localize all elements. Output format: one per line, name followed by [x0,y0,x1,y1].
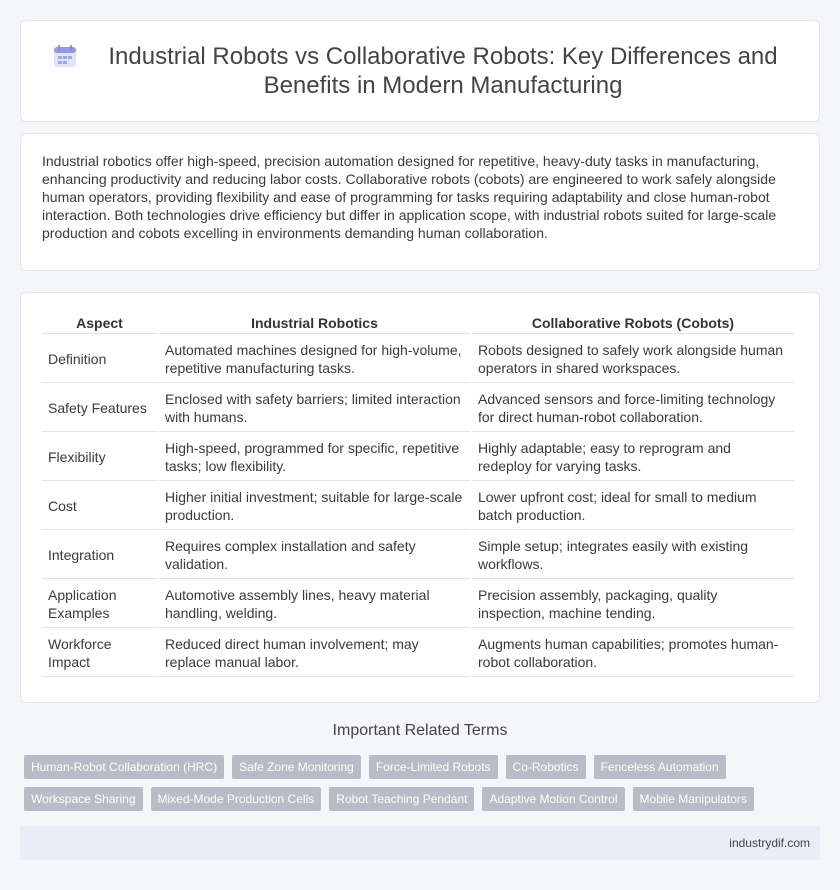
aspect-cell: Definition [42,336,157,383]
industrial-cell: Automotive assembly lines, heavy material handling, welding. [159,581,470,628]
header-card [20,20,820,122]
intro-card [20,133,820,271]
comparison-table-card [20,292,820,703]
industrial-cell: Reduced direct human involvement; may replace manual labor. [159,630,470,677]
cobot-cell: Highly adaptable; easy to reprogram and redeploy for varying tasks. [472,434,794,481]
table-row [42,385,794,432]
table-row [42,630,794,677]
aspect-cell: Integration [42,532,157,579]
cobot-cell: Simple setup; integrates easily with existing workflows. [472,532,794,579]
aspect-cell: Safety Features [42,385,157,432]
document-icon [51,43,79,71]
table-row [42,581,794,628]
table-row [42,434,794,481]
related-term-tag[interactable]: Human-Robot Collaboration (HRC) [24,755,224,779]
aspect-cell: Workforce Impact [42,630,157,677]
cobot-cell: Precision assembly, packaging, quality inspection, machine tending. [472,581,794,628]
header-industrial: Industrial Robotics [159,312,470,334]
related-term-tag[interactable]: Co-Robotics [506,755,586,779]
cobot-cell: Robots designed to safely work alongside human operators in shared workspaces. [472,336,794,383]
industrial-cell: High-speed, programmed for specific, repetitive tasks; low flexibility. [159,434,470,481]
industrial-cell: Enclosed with safety barriers; limited interaction with humans. [159,385,470,432]
aspect-cell: Flexibility [42,434,157,481]
page-title: Industrial Robots vs Collaborative Robots: Key Differences and Benefits in Modern Manufacturing [108,43,778,99]
industrial-cell: Automated machines designed for high-volume, repetitive manufacturing tasks. [159,336,470,383]
related-term-tag[interactable]: Fenceless Automation [594,755,726,779]
related-term-tag[interactable]: Safe Zone Monitoring [232,755,361,779]
related-terms-heading: Important Related Terms [332,722,508,739]
table-row [42,483,794,530]
table-row [42,532,794,579]
header-aspect: Aspect [42,312,157,334]
aspect-cell: Cost [42,483,157,530]
cobot-cell: Advanced sensors and force-limiting technology for direct human-robot collaboration. [472,385,794,432]
related-term-tag[interactable]: Robot Teaching Pendant [329,787,474,811]
footer-site-link[interactable]: industrydif.com [729,836,810,850]
related-term-tag[interactable]: Adaptive Motion Control [482,787,624,811]
intro-paragraph: Industrial robotics offer high-speed, precision automation designed for repetitive, heavy-duty tasks in manufacturing, enhancing productivity and reducing labor costs. Collaborative robots (cobots) are engineered to work safely alongside human operators, providing flexibility and ease of programming for tasks requiring adaptability and close human-robot interaction. Both technologies drive efficiency but differ in application scope, with industrial robots suited for large-scale production and cobots excelling in environments demanding human collaboration. [42,153,777,241]
comparison-table [40,310,796,679]
footer [20,826,820,860]
industrial-cell: Higher initial investment; suitable for large-scale production. [159,483,470,530]
table-row [42,336,794,383]
table-header-row [42,312,794,334]
cobot-cell: Lower upfront cost; ideal for small to medium batch production. [472,483,794,530]
related-term-tag[interactable]: Workspace Sharing [24,787,143,811]
cobot-cell: Augments human capabilities; promotes human-robot collaboration. [472,630,794,677]
header-cobots: Collaborative Robots (Cobots) [472,312,794,334]
related-term-tag[interactable]: Mobile Manipulators [633,787,754,811]
related-term-tag[interactable]: Force-Limited Robots [369,755,498,779]
aspect-cell: Application Examples [42,581,157,628]
related-term-tag[interactable]: Mixed-Mode Production Cells [151,787,322,811]
related-terms-list [24,755,804,811]
industrial-cell: Requires complex installation and safety validation. [159,532,470,579]
